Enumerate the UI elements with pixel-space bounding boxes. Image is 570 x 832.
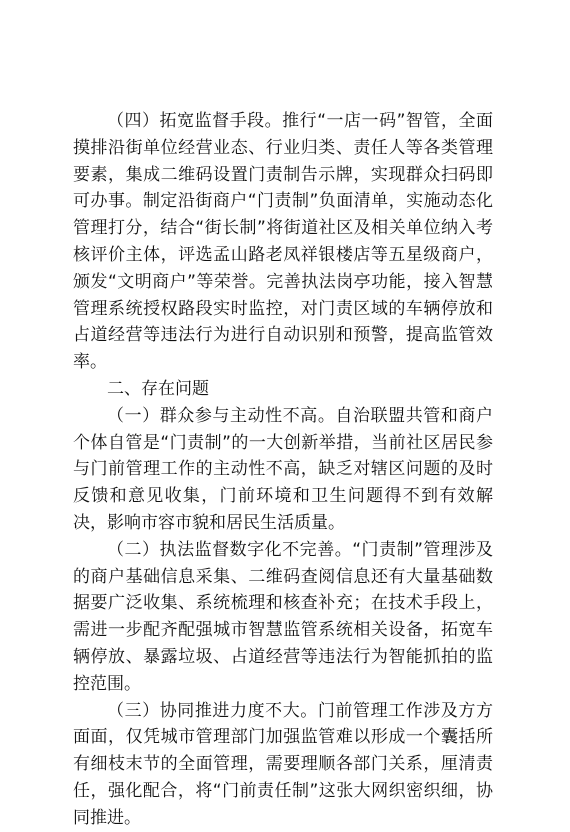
section-heading-existing-problems: 二、存在问题 <box>107 378 209 399</box>
paragraph-coordination: （三）协同推进力度不大。门前管理工作涉及方方面面，仅凭城市管理部门加强监管难以形成一个囊括所有细枝末节的全面管理，需要理顺各部门关系，厘清责任，强化配合，将“门前责任制”这张大网织密织细，协同推进。 <box>73 700 493 828</box>
paragraph-digital-enforcement: （二）执法监督数字化不完善。“门责制”管理涉及的商户基础信息采集、二维码查阅信息还有大量基础数据要广泛收集、系统梳理和核查补充；在技术手段上，需进一步配齐配强城市智慧监管系统相关设备，拓宽车辆停放、暴露垃圾、占道经营等违法行为智能抓拍的监控范围。 <box>73 539 493 694</box>
paragraph-public-participation: （一）群众参与主动性不高。自治联盟共管和商户个体自管是“门责制”的一大创新举措，当前社区居民参与门前管理工作的主动性不高，缺乏对辖区问题的及时反馈和意见收集，门前环境和卫生问题得不到有效解决，影响市容市貌和居民生活质量。 <box>73 405 493 533</box>
document-body <box>73 108 493 832</box>
paragraph-supervision-means: （四）拓宽监督手段。推行“一店一码”智管，全面摸排沿街单位经营业态、行业归类、责任人等各类管理要素，集成二维码设置门责制告示牌，实现群众扫码即可办事。制定沿街商户“门责制”负面清单，实施动态化管理打分，结合“街长制”将街道社区及相关单位纳入考核评价主体，评选孟山路老凤祥银楼店等五星级商户，颁发“文明商户”等荣誉。完善执法岗亭功能，接入智慧管理系统授权路段实时监控，对门责区域的车辆停放和占道经营等违法行为进行自动识别和预警，提高监管效率。 <box>73 111 493 373</box>
